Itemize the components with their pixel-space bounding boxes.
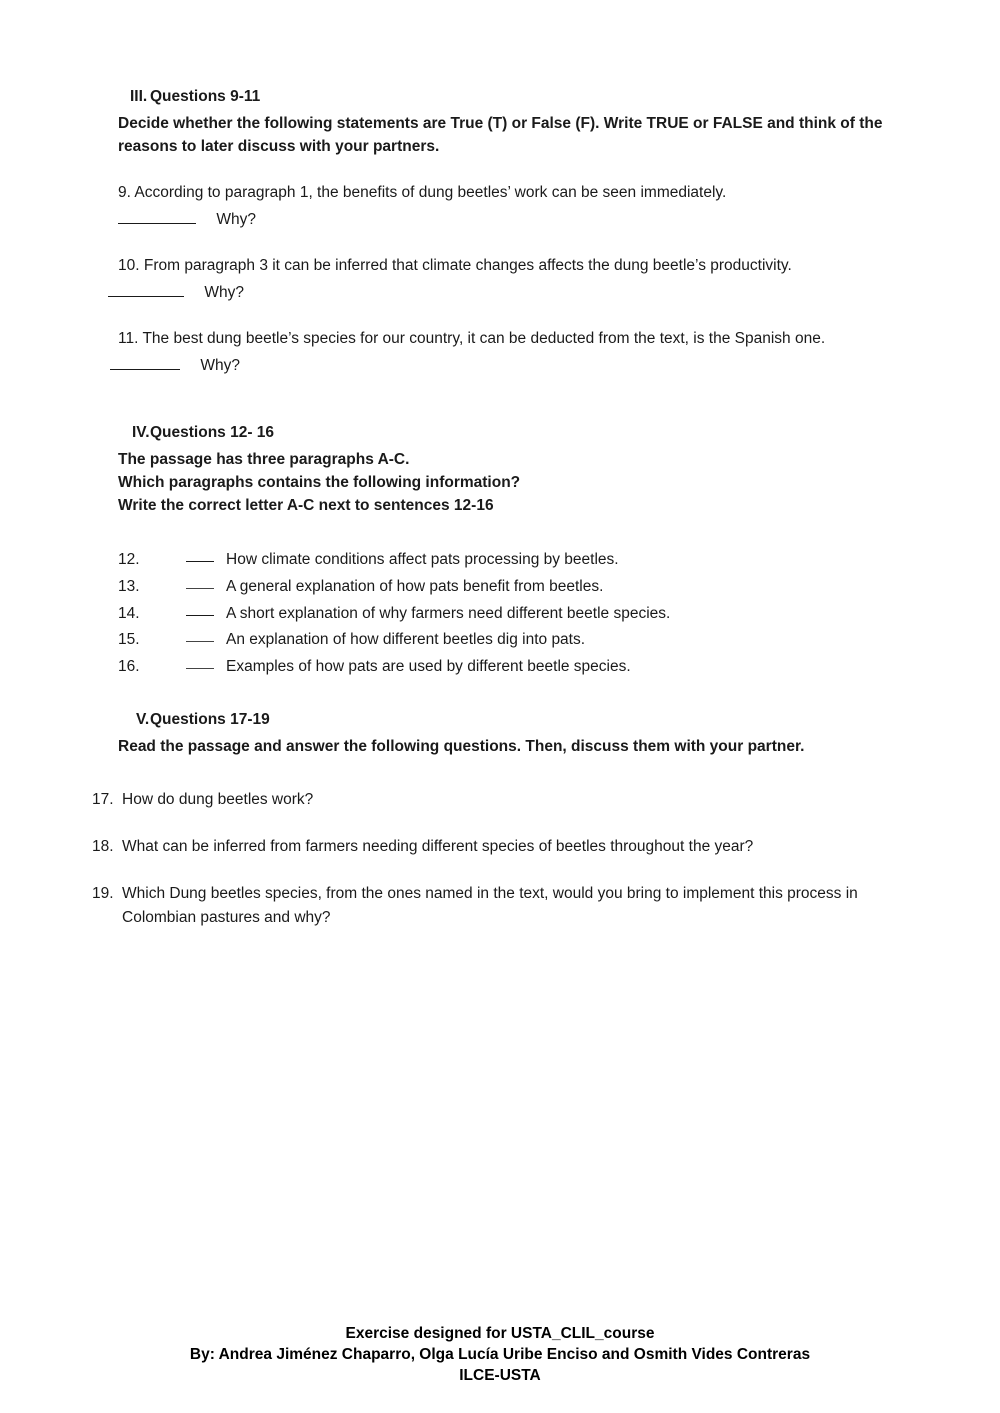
question-9-answer-blank[interactable] xyxy=(118,208,196,224)
section-5 xyxy=(92,711,922,929)
section-5-title: Questions 17-19 xyxy=(150,710,270,728)
open-question-19-number: 19. xyxy=(92,885,114,903)
question-10-text xyxy=(118,254,908,278)
match-item-15-blank[interactable] xyxy=(186,628,214,642)
match-item-13-blank[interactable] xyxy=(186,575,214,589)
list-item xyxy=(118,627,922,654)
open-questions-list xyxy=(92,788,922,929)
section-4-instructions xyxy=(118,448,918,518)
section-3-title: Questions 9-11 xyxy=(150,88,261,105)
match-item-15-number: 15. xyxy=(118,631,140,649)
section-5-numeral: V. xyxy=(136,710,150,728)
question-10-statement: From paragraph 3 it can be inferred that climate changes affects the dung beetle’s productivity. xyxy=(143,256,792,274)
question-11-answer-blank[interactable] xyxy=(110,354,180,370)
question-11-why-label: Why? xyxy=(200,356,240,374)
section-4-heading xyxy=(92,424,922,442)
match-item-13-text: A general explanation of how pats benefit from beetles. xyxy=(226,578,604,595)
question-9-number: 9. xyxy=(118,183,131,201)
match-item-14-blank[interactable] xyxy=(186,601,214,615)
section-3-instructions xyxy=(118,112,918,159)
footer-line-2: By: Andrea Jiménez Chaparro, Olga Lucía Uribe Enciso and Osmith Vides Contreras xyxy=(189,1346,811,1364)
open-question-19-text: Which Dung beetles species, from the ones named in the text, would you bring to implement this process in Colombian pastures and why? xyxy=(122,885,858,926)
question-10-number: 10. xyxy=(118,256,140,274)
section-3-instruction-line-1: Decide whether the following statements are True (T) or False (F). Write TRUE or FALSE and think of the xyxy=(118,115,883,132)
section-5-heading xyxy=(92,711,922,729)
section-5-instruction-line-1: Read the passage and answer the following questions. Then, discuss them with your partner. xyxy=(118,737,805,755)
question-9-answer-row xyxy=(118,208,922,232)
match-item-12-text: How climate conditions affect pats processing by beetles. xyxy=(226,551,619,569)
open-question-18-text: What can be inferred from farmers needing different species of beetles throughout the year? xyxy=(122,838,754,856)
section-4-instruction-line-3: Write the correct letter A-C next to sentences 12-16 xyxy=(118,497,494,515)
question-10-answer-row xyxy=(108,281,922,305)
list-item xyxy=(118,654,922,681)
match-item-13-number: 13. xyxy=(118,578,140,595)
question-11-answer-row xyxy=(110,354,922,378)
match-item-16-text: Examples of how pats are used by different beetle species. xyxy=(226,657,631,675)
section-4-title: Questions 12- 16 xyxy=(150,423,275,441)
match-item-16-number: 16. xyxy=(118,657,140,675)
page-footer xyxy=(0,1324,1000,1387)
match-item-16-blank[interactable] xyxy=(186,655,214,669)
section-4 xyxy=(92,424,922,681)
footer-line-3: ILCE-USTA xyxy=(459,1367,541,1385)
question-11-text xyxy=(118,327,878,351)
match-item-12-blank[interactable] xyxy=(186,548,214,562)
document-body xyxy=(92,88,922,953)
section-3-numeral: III. xyxy=(130,88,148,105)
open-question-17-number: 17. xyxy=(92,790,114,808)
question-10-answer-blank[interactable] xyxy=(108,281,184,297)
question-11 xyxy=(118,327,922,378)
list-item xyxy=(92,882,922,929)
question-11-statement: The best dung beetle’s species for our country, it can be deducted from the text, is the Spanish one. xyxy=(142,329,826,347)
match-item-14-text: A short explanation of why farmers need different beetle species. xyxy=(226,604,671,622)
match-item-12-number: 12. xyxy=(118,551,140,569)
question-11-number: 11. xyxy=(118,329,139,347)
section-5-instructions xyxy=(118,735,918,758)
question-10-why-label: Why? xyxy=(204,283,244,301)
section-3-heading xyxy=(92,88,922,106)
match-item-14-number: 14. xyxy=(118,604,140,622)
section-4-numeral: IV. xyxy=(132,423,150,441)
match-item-15-text: An explanation of how different beetles dig into pats. xyxy=(226,631,586,649)
section-3-instruction-line-2: reasons to later discuss with your partners. xyxy=(118,138,440,156)
list-item xyxy=(118,574,922,601)
question-9-text xyxy=(118,181,908,205)
open-question-18-number: 18. xyxy=(92,838,114,856)
question-9 xyxy=(118,181,922,232)
footer-line-1: Exercise designed for USTA_CLIL_course xyxy=(345,1325,655,1343)
section-3 xyxy=(92,88,922,378)
matching-list xyxy=(118,547,922,680)
question-9-why-label: Why? xyxy=(216,210,256,228)
list-item xyxy=(92,835,922,858)
question-10 xyxy=(118,254,922,305)
list-item xyxy=(118,547,922,574)
list-item xyxy=(92,788,922,811)
open-question-17-text: How do dung beetles work? xyxy=(122,790,314,808)
question-9-statement: According to paragraph 1, the benefits of dung beetles’ work can be seen immediately. xyxy=(134,183,727,201)
list-item xyxy=(118,601,922,628)
section-4-instruction-line-1: The passage has three paragraphs A-C. xyxy=(118,450,410,468)
section-4-instruction-line-2: Which paragraphs contains the following information? xyxy=(118,473,521,491)
